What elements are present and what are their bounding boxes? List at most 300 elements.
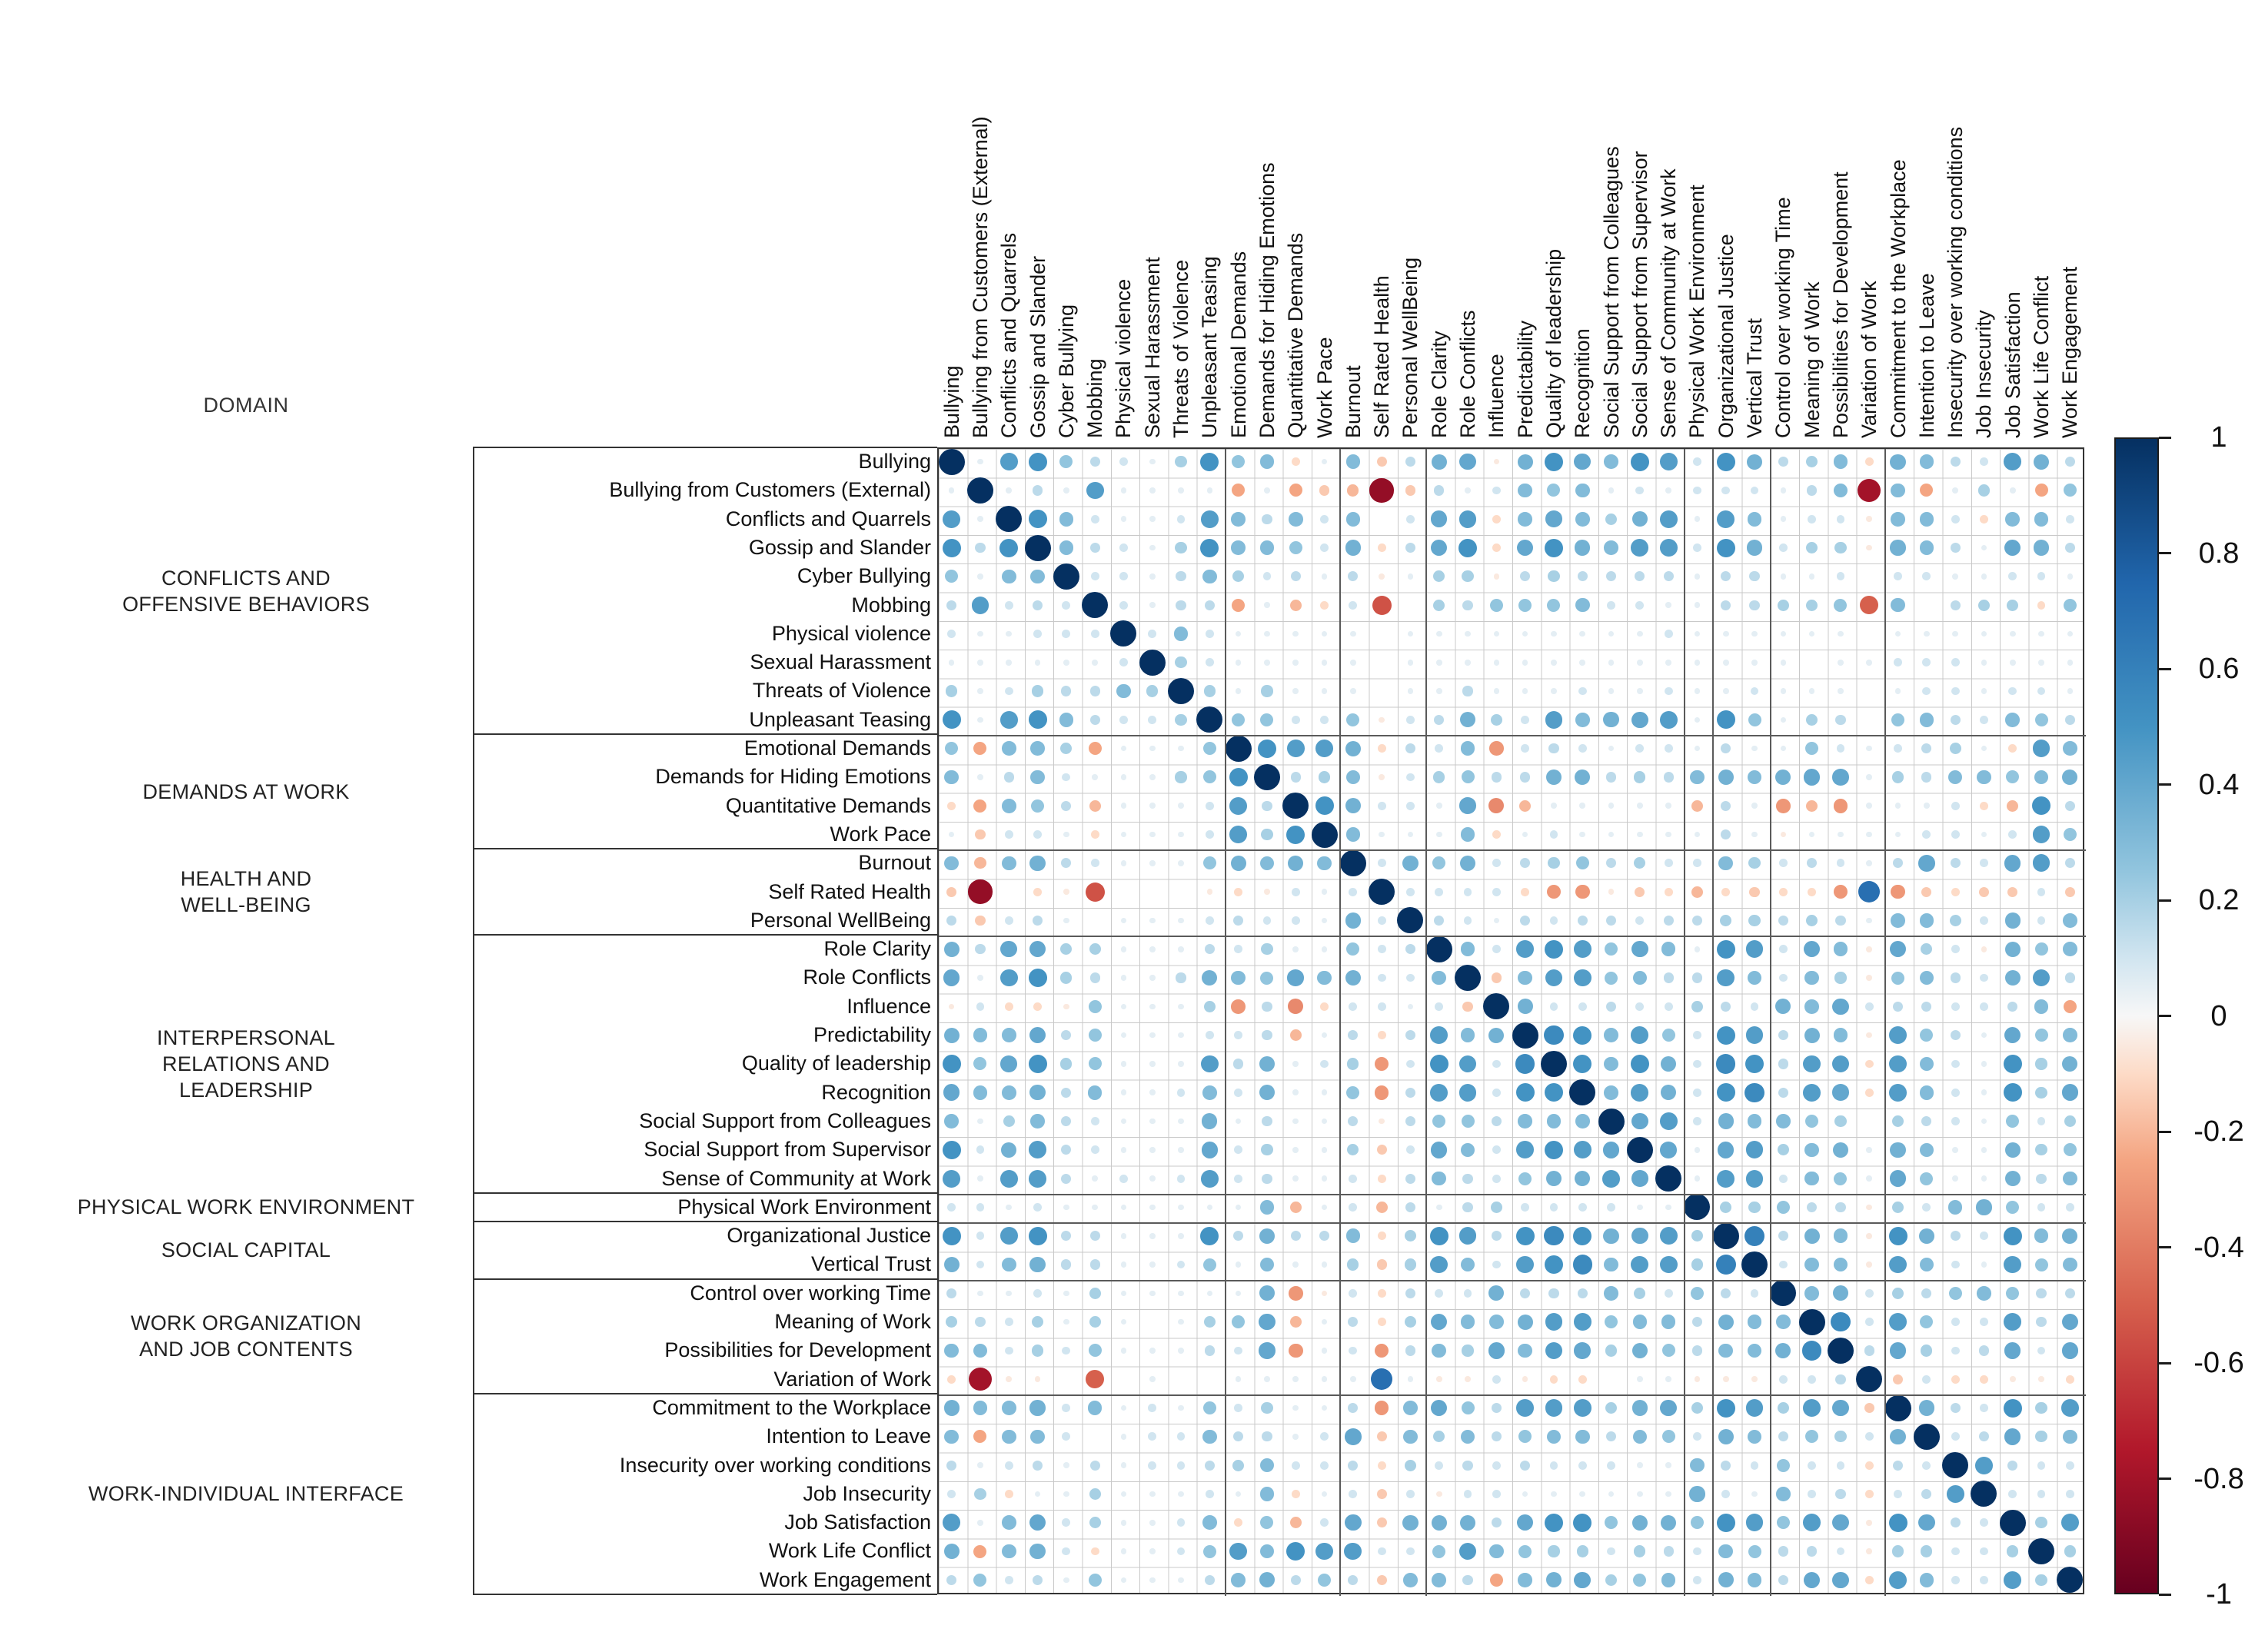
matrix-cell-dot	[1232, 570, 1244, 582]
matrix-cell-dot	[1951, 1117, 1960, 1125]
row-label: Intention to Leave	[766, 1424, 931, 1448]
matrix-cell-dot	[1459, 454, 1476, 470]
matrix-cell-dot	[947, 1203, 956, 1212]
matrix-cell-dot	[1492, 972, 1502, 982]
matrix-cell-dot	[1545, 1342, 1563, 1360]
matrix-cell-dot	[1866, 545, 1872, 551]
matrix-cell-dot	[1377, 1489, 1387, 1499]
matrix-cell-dot	[1606, 858, 1616, 868]
matrix-cell-dot	[1693, 1060, 1701, 1069]
matrix-cell-dot	[977, 1119, 983, 1125]
matrix-cell-dot	[1516, 1083, 1535, 1102]
matrix-cell-dot	[1631, 1228, 1648, 1245]
matrix-cell-dot	[1948, 1200, 1963, 1215]
matrix-cell-dot	[1405, 543, 1415, 553]
matrix-cell-dot	[1462, 1115, 1475, 1128]
matrix-cell-dot	[2061, 1514, 2079, 1531]
matrix-cell-dot	[2066, 1375, 2074, 1384]
matrix-cell-dot	[973, 1344, 988, 1358]
colorbar-tick-label: -0.8	[2193, 1462, 2244, 1495]
matrix-cell-dot	[2065, 457, 2075, 467]
matrix-cell-dot	[2034, 540, 2049, 555]
matrix-cell-dot	[1665, 859, 1673, 867]
matrix-cell-dot	[1981, 1261, 1987, 1268]
matrix-cell-dot	[1234, 1347, 1242, 1355]
matrix-cell-dot	[1236, 1205, 1242, 1211]
matrix-cell-dot	[2007, 600, 2018, 611]
matrix-cell-dot	[1492, 859, 1501, 867]
matrix-cell-dot	[1344, 1543, 1362, 1561]
matrix-cell-dot	[1292, 1147, 1299, 1153]
matrix-cell-dot	[1832, 769, 1849, 786]
matrix-cell-dot	[1665, 630, 1673, 638]
matrix-cell-dot	[1089, 1029, 1102, 1042]
matrix-cell-dot	[1462, 600, 1472, 610]
matrix-cell-dot	[1149, 1205, 1156, 1211]
matrix-diagonal-dot	[1799, 1309, 1825, 1335]
matrix-cell-dot	[1203, 1401, 1216, 1414]
matrix-cell-dot	[1006, 660, 1012, 666]
column-label: Personal WellBeing	[1399, 257, 1422, 438]
matrix-cell-dot	[1692, 1345, 1702, 1355]
matrix-cell-dot	[1924, 803, 1930, 809]
matrix-cell-dot	[1288, 999, 1303, 1014]
matrix-cell-dot	[1578, 744, 1587, 753]
matrix-cell-dot	[1464, 1289, 1472, 1298]
matrix-cell-dot	[1631, 539, 1648, 557]
matrix-cell-dot	[976, 1145, 985, 1154]
matrix-cell-dot	[1234, 1518, 1242, 1527]
matrix-cell-dot	[973, 1545, 986, 1558]
matrix-cell-dot	[1866, 1233, 1872, 1239]
matrix-cell-dot	[1148, 1461, 1156, 1470]
matrix-cell-dot	[1091, 515, 1099, 524]
row-label: Quantitative Demands	[725, 793, 931, 817]
matrix-cell-dot	[1781, 516, 1787, 522]
matrix-cell-dot	[1206, 658, 1214, 666]
matrix-cell-dot	[1604, 1028, 1618, 1042]
matrix-cell-dot	[1231, 971, 1246, 986]
matrix-diagonal-dot	[1741, 1251, 1768, 1278]
matrix-cell-dot	[1920, 454, 1934, 469]
matrix-cell-dot	[1951, 687, 1960, 696]
matrix-cell-dot	[2034, 1228, 2049, 1243]
matrix-cell-dot	[1637, 1376, 1643, 1382]
matrix-cell-dot	[1631, 1026, 1648, 1044]
matrix-cell-dot	[1717, 1514, 1735, 1532]
matrix-cell-dot	[1981, 545, 1987, 551]
matrix-cell-dot	[1837, 744, 1845, 753]
matrix-cell-dot	[1492, 1145, 1501, 1154]
matrix-cell-dot	[1462, 570, 1473, 582]
colorbar-tick-label: 0.8	[2198, 537, 2240, 570]
matrix-cell-dot	[1376, 1202, 1388, 1213]
matrix-cell-dot	[1033, 830, 1042, 839]
matrix-cell-dot	[1349, 1490, 1357, 1498]
matrix-cell-dot	[1029, 969, 1047, 987]
matrix-cell-dot	[2007, 1545, 2018, 1557]
matrix-cell-dot	[1431, 510, 1448, 527]
matrix-cell-dot	[1461, 741, 1475, 756]
matrix-cell-dot	[1231, 1573, 1246, 1587]
matrix-cell-dot	[1635, 916, 1644, 925]
matrix-cell-dot	[1865, 1490, 1874, 1498]
matrix-cell-dot	[1029, 1141, 1046, 1158]
matrix-cell-dot	[1462, 1002, 1472, 1012]
column-label: Sexual Harassment	[1140, 257, 1164, 438]
matrix-cell-dot	[1635, 887, 1645, 897]
matrix-cell-dot	[1665, 1462, 1671, 1468]
matrix-cell-dot	[1431, 1314, 1448, 1331]
matrix-cell-dot	[1748, 971, 1762, 986]
matrix-cell-dot	[1292, 457, 1300, 466]
matrix-cell-dot	[1286, 826, 1305, 844]
matrix-cell-dot	[1322, 1376, 1328, 1382]
matrix-cell-dot	[1803, 1399, 1821, 1417]
matrix-cell-dot	[1431, 1142, 1448, 1158]
domain-separator-horizontal	[939, 936, 2086, 937]
matrix-cell-dot	[1660, 1112, 1678, 1130]
matrix-cell-dot	[1578, 687, 1587, 696]
matrix-cell-dot	[1551, 631, 1557, 637]
matrix-cell-dot	[1033, 1461, 1043, 1471]
domain-separator-horizontal	[939, 1222, 2086, 1224]
matrix-cell-dot	[2038, 631, 2044, 637]
matrix-cell-dot	[1748, 770, 1762, 785]
matrix-cell-dot	[1522, 832, 1528, 838]
domain-label: INTERPERSONAL RELATIONS AND LEADERSHIP	[157, 1025, 335, 1102]
matrix-cell-dot	[2008, 744, 2017, 753]
matrix-cell-dot	[1518, 1172, 1532, 1185]
matrix-cell-dot	[1693, 1089, 1701, 1097]
matrix-cell-dot	[1378, 1002, 1386, 1011]
matrix-cell-dot	[1579, 803, 1585, 809]
matrix-cell-dot	[1781, 717, 1787, 723]
matrix-cell-dot	[943, 1141, 961, 1159]
matrix-cell-dot	[1461, 827, 1475, 842]
matrix-cell-dot	[1665, 487, 1671, 494]
domain-separator-horizontal	[939, 1194, 2086, 1195]
matrix-cell-dot	[1262, 1030, 1272, 1040]
matrix-diagonal-dot	[2000, 1510, 2026, 1536]
row-label: Bullying from Customers (External)	[609, 478, 931, 502]
matrix-cell-dot	[1092, 660, 1098, 666]
matrix-cell-dot	[1206, 630, 1214, 638]
matrix-cell-dot	[972, 597, 989, 614]
matrix-cell-dot	[1865, 457, 1874, 466]
matrix-cell-dot	[2036, 1174, 2046, 1184]
matrix-cell-dot	[1202, 1113, 1217, 1128]
matrix-cell-dot	[1981, 832, 1987, 838]
matrix-cell-dot	[1204, 1316, 1216, 1328]
matrix-cell-dot	[1778, 1231, 1788, 1241]
matrix-cell-dot	[1695, 832, 1701, 838]
matrix-cell-dot	[1980, 916, 1988, 925]
matrix-diagonal-dot	[1569, 1079, 1595, 1105]
matrix-cell-dot	[1434, 715, 1444, 725]
matrix-cell-dot	[1721, 888, 1730, 896]
matrix-cell-dot	[1604, 1057, 1618, 1072]
matrix-cell-dot	[1035, 1376, 1041, 1382]
matrix-cell-dot	[1494, 459, 1500, 465]
matrix-cell-dot	[2035, 1574, 2047, 1586]
matrix-cell-dot	[1920, 1258, 1934, 1272]
matrix-cell-dot	[1746, 1141, 1764, 1158]
matrix-cell-dot	[1632, 1400, 1648, 1415]
matrix-cell-dot	[1920, 1085, 1934, 1100]
matrix-cell-dot	[2037, 687, 2046, 696]
matrix-cell-dot	[2004, 855, 2021, 872]
matrix-cell-dot	[1665, 1289, 1673, 1298]
matrix-cell-dot	[1547, 484, 1560, 497]
matrix-cell-dot	[2035, 1517, 2047, 1528]
matrix-cell-dot	[1000, 453, 1018, 470]
matrix-cell-dot	[1005, 1347, 1013, 1355]
matrix-cell-dot	[1465, 631, 1471, 637]
matrix-cell-dot	[1292, 1089, 1299, 1095]
matrix-cell-dot	[1866, 803, 1872, 809]
matrix-cell-dot	[1090, 457, 1100, 467]
matrix-cell-dot	[1834, 599, 1847, 612]
matrix-cell-dot	[1202, 570, 1217, 584]
domain-bracket-line	[473, 1192, 937, 1194]
matrix-cell-dot	[1951, 1261, 1960, 1269]
matrix-cell-dot	[1516, 1227, 1535, 1245]
matrix-cell-dot	[1919, 1400, 1934, 1415]
matrix-cell-dot	[1637, 660, 1643, 666]
matrix-cell-dot	[1807, 1546, 1817, 1556]
matrix-cell-dot	[2061, 1399, 2079, 1417]
row-label: Work Pace	[830, 822, 931, 846]
matrix-cell-dot	[1890, 454, 1905, 470]
matrix-diagonal-dot	[1627, 1137, 1653, 1163]
matrix-cell-dot	[1921, 943, 1932, 955]
matrix-cell-dot	[1664, 916, 1674, 926]
matrix-cell-dot	[1286, 1542, 1305, 1561]
matrix-cell-dot	[1716, 1054, 1735, 1073]
matrix-cell-dot	[2065, 887, 2075, 897]
matrix-cell-dot	[2033, 969, 2050, 987]
matrix-cell-dot	[1779, 1375, 1788, 1384]
matrix-cell-dot	[2066, 1203, 2074, 1212]
matrix-cell-dot	[1029, 1055, 1047, 1073]
matrix-cell-dot	[1377, 1517, 1387, 1527]
matrix-cell-dot	[1545, 1141, 1563, 1159]
matrix-cell-dot	[1488, 1028, 1504, 1043]
matrix-cell-dot	[1777, 1201, 1790, 1214]
matrix-cell-dot	[1492, 487, 1501, 495]
matrix-cell-dot	[1178, 1061, 1184, 1067]
matrix-cell-dot	[1292, 1405, 1299, 1411]
matrix-cell-dot	[1489, 741, 1504, 756]
matrix-cell-dot	[1121, 1032, 1127, 1039]
matrix-cell-dot	[1660, 539, 1678, 557]
matrix-cell-dot	[1951, 1318, 1960, 1326]
matrix-cell-dot	[1633, 1430, 1648, 1444]
matrix-cell-dot	[1089, 800, 1101, 812]
matrix-cell-dot	[1778, 916, 1788, 926]
matrix-cell-dot	[1603, 712, 1618, 727]
matrix-cell-dot	[1377, 457, 1387, 467]
matrix-cell-dot	[1403, 1430, 1418, 1444]
column-label: Burnout	[1341, 365, 1365, 438]
matrix-cell-dot	[2036, 1288, 2046, 1298]
matrix-cell-dot	[1491, 1202, 1502, 1213]
matrix-cell-dot	[1492, 515, 1501, 524]
matrix-cell-dot	[943, 969, 960, 986]
matrix-cell-dot	[2010, 487, 2016, 494]
matrix-cell-dot	[1548, 743, 1558, 753]
matrix-cell-dot	[1631, 453, 1649, 471]
matrix-cell-dot	[1176, 600, 1186, 610]
matrix-cell-dot	[2034, 999, 2049, 1014]
domain-bracket-line	[473, 447, 474, 1594]
matrix-cell-dot	[2010, 631, 2016, 637]
matrix-cell-dot	[2035, 1087, 2047, 1099]
matrix-cell-dot	[1029, 1544, 1045, 1559]
matrix-cell-dot	[1922, 830, 1931, 839]
matrix-cell-dot	[1319, 1231, 1329, 1241]
matrix-cell-dot	[1005, 687, 1013, 696]
matrix-cell-dot	[1202, 1430, 1217, 1444]
matrix-cell-dot	[1891, 512, 1905, 527]
matrix-cell-dot	[1207, 889, 1213, 895]
matrix-cell-dot	[1837, 859, 1845, 867]
matrix-cell-dot	[1631, 1084, 1648, 1102]
matrix-cell-dot	[1431, 540, 1448, 557]
matrix-cell-dot	[1922, 1461, 1931, 1470]
matrix-cell-dot	[1804, 941, 1821, 958]
matrix-cell-dot	[1292, 1376, 1299, 1382]
matrix-cell-dot	[1091, 859, 1099, 867]
matrix-cell-dot	[1406, 716, 1415, 724]
matrix-cell-dot	[1121, 1205, 1127, 1211]
matrix-diagonal-dot	[1856, 1366, 1882, 1392]
row-label: Recognition	[821, 1080, 931, 1104]
column-label: Unpleasant Teasing	[1198, 256, 1222, 438]
matrix-cell-dot	[1492, 888, 1501, 896]
matrix-cell-dot	[1204, 685, 1216, 696]
matrix-cell-dot	[1063, 487, 1069, 494]
matrix-cell-dot	[1062, 1404, 1070, 1412]
row-label: Personal WellBeing	[750, 908, 931, 932]
matrix-cell-dot	[946, 685, 957, 696]
matrix-cell-dot	[1803, 1084, 1821, 1102]
matrix-cell-dot	[1520, 916, 1530, 926]
matrix-cell-dot	[1290, 1316, 1302, 1328]
matrix-cell-dot	[1121, 1548, 1127, 1554]
matrix-cell-dot	[2035, 1058, 2047, 1069]
matrix-cell-dot	[2065, 715, 2075, 725]
matrix-cell-dot	[1691, 1258, 1703, 1270]
domain-column-header: DOMAIN	[203, 394, 289, 417]
matrix-cell-dot	[1607, 1461, 1615, 1470]
matrix-cell-dot	[1919, 1228, 1934, 1244]
matrix-cell-dot	[1550, 916, 1558, 925]
matrix-cell-dot	[1348, 1461, 1358, 1471]
matrix-cell-dot	[2034, 770, 2049, 785]
matrix-cell-dot	[1866, 918, 1872, 924]
matrix-cell-dot	[1693, 1031, 1701, 1039]
matrix-cell-dot	[1660, 1227, 1678, 1245]
matrix-cell-dot	[1121, 1291, 1127, 1297]
matrix-cell-dot	[1149, 774, 1156, 780]
matrix-cell-dot	[1665, 1491, 1671, 1497]
matrix-cell-dot	[1430, 1256, 1448, 1274]
matrix-cell-dot	[1000, 1170, 1018, 1188]
matrix-cell-dot	[1835, 1489, 1845, 1499]
matrix-cell-dot	[1116, 684, 1131, 699]
matrix-cell-dot	[1322, 660, 1328, 666]
matrix-cell-dot	[1718, 1344, 1733, 1358]
matrix-cell-dot	[1748, 1573, 1762, 1587]
matrix-cell-dot	[1895, 803, 1901, 809]
matrix-cell-dot	[1951, 888, 1960, 896]
matrix-cell-dot	[1777, 1516, 1790, 1529]
matrix-cell-dot	[1607, 1203, 1615, 1212]
matrix-cell-dot	[1605, 1345, 1617, 1356]
column-label: Commitment to the Workplace	[1886, 159, 1910, 438]
matrix-cell-dot	[1661, 1515, 1676, 1531]
matrix-cell-dot	[1436, 660, 1442, 666]
matrix-cell-dot	[1121, 832, 1127, 838]
matrix-cell-dot	[2063, 1028, 2077, 1042]
matrix-cell-dot	[1261, 829, 1272, 840]
matrix-cell-dot	[1408, 660, 1414, 666]
matrix-cell-dot	[1550, 1461, 1558, 1470]
matrix-cell-dot	[1608, 746, 1615, 752]
matrix-cell-dot	[969, 1368, 992, 1391]
matrix-cell-dot	[2064, 1115, 2076, 1127]
matrix-cell-dot	[1546, 1171, 1562, 1186]
matrix-cell-dot	[1119, 658, 1128, 666]
matrix-cell-dot	[1573, 1514, 1591, 1532]
matrix-cell-dot	[1229, 1543, 1247, 1561]
matrix-cell-dot	[1062, 1347, 1070, 1355]
matrix-cell-dot	[1520, 1461, 1530, 1471]
matrix-cell-dot	[1518, 1344, 1532, 1358]
matrix-cell-dot	[1603, 1228, 1618, 1244]
matrix-cell-dot	[1920, 1172, 1933, 1185]
matrix-cell-dot	[1661, 1573, 1676, 1587]
matrix-cell-dot	[1518, 1315, 1533, 1330]
matrix-cell-dot	[1263, 572, 1272, 580]
matrix-cell-dot	[973, 799, 986, 813]
matrix-cell-dot	[1693, 1576, 1701, 1584]
matrix-cell-dot	[1691, 1402, 1703, 1414]
matrix-cell-dot	[2004, 1083, 2022, 1102]
matrix-diagonal-dot	[1139, 650, 1166, 676]
matrix-cell-dot	[1866, 946, 1872, 952]
matrix-cell-dot	[1608, 487, 1615, 494]
matrix-cell-dot	[1492, 1490, 1501, 1498]
matrix-cell-dot	[1550, 1002, 1558, 1011]
matrix-cell-dot	[1809, 573, 1815, 580]
matrix-cell-dot	[1804, 1028, 1820, 1043]
matrix-cell-dot	[1544, 1025, 1563, 1045]
matrix-cell-dot	[1579, 1491, 1585, 1497]
matrix-cell-dot	[1608, 803, 1615, 809]
matrix-cell-dot	[1089, 1574, 1102, 1587]
matrix-cell-dot	[1089, 1316, 1101, 1328]
matrix-cell-dot	[1806, 800, 1818, 812]
matrix-cell-dot	[1432, 454, 1447, 470]
colorbar-tick	[2159, 783, 2171, 786]
matrix-cell-dot	[1951, 1517, 1961, 1527]
matrix-cell-dot	[1061, 858, 1071, 868]
matrix-cell-dot	[1606, 1431, 1616, 1441]
matrix-cell-dot	[976, 1232, 985, 1240]
